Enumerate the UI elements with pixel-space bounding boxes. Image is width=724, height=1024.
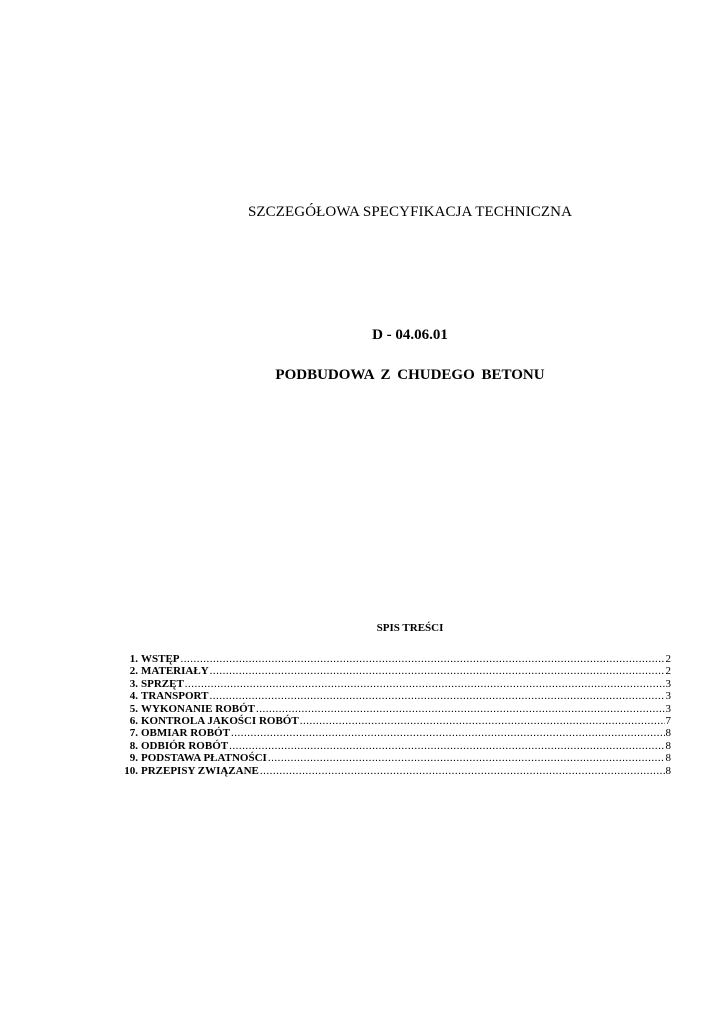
toc-dot-leader: [209, 690, 664, 702]
toc-entry[interactable]: [118, 678, 671, 690]
toc-entry-label: OBMIAR ROBÓT: [141, 727, 230, 740]
toc-dot-leader: [210, 665, 665, 677]
toc-entry-label: PODSTAWA PŁATNOŚCI: [141, 752, 267, 765]
document-code: D - 04.06.01: [372, 327, 448, 343]
toc-entry[interactable]: [118, 703, 671, 715]
toc-entry-number: 3.: [129, 677, 138, 690]
toc-entry-page: 8: [665, 727, 671, 740]
spec-title: SZCZEGÓŁOWA SPECYFIKACJA TECHNICZNA: [247, 204, 573, 220]
toc-entry-number: 7.: [129, 727, 138, 740]
toc-entry-page: 7: [665, 714, 671, 727]
toc-entry-number: 2.: [129, 665, 138, 678]
toc-entry[interactable]: [118, 690, 671, 702]
toc-entry-page: 2: [665, 665, 671, 678]
toc-dot-leader: [231, 727, 665, 739]
toc-dot-leader: [185, 678, 665, 690]
toc-entry-page: 8: [665, 764, 671, 777]
toc-heading: SPIS TREŚCI: [376, 622, 444, 634]
toc-entry-page: 8: [665, 752, 671, 765]
toc-entry-number: 6.: [129, 714, 138, 727]
toc-entry[interactable]: [118, 653, 671, 665]
toc-entry-number: 4.: [129, 690, 138, 703]
toc-entry-page: 2: [665, 653, 671, 665]
toc-entry[interactable]: [118, 715, 671, 727]
toc-entry-number: 1.: [129, 653, 138, 665]
toc-entry-label: KONTROLA JAKOŚCI ROBÓT: [141, 714, 299, 727]
toc-entry[interactable]: [118, 765, 671, 777]
toc-entry-page: 3: [665, 702, 671, 715]
toc-dot-leader: [268, 752, 665, 764]
document-name: PODBUDOWA Z CHUDEGO BETONU: [275, 367, 545, 383]
toc-dot-leader: [229, 740, 664, 752]
toc-entry[interactable]: [118, 740, 671, 752]
toc-entry-label: WYKONANIE ROBÓT: [141, 702, 255, 715]
toc-entry-page: 3: [665, 690, 671, 703]
toc-entry-page: 3: [665, 677, 671, 690]
toc-entry-label: WSTĘP: [141, 653, 180, 665]
toc-entry[interactable]: [118, 752, 671, 764]
toc-entry-number: 8.: [129, 739, 138, 752]
table-of-contents: [118, 653, 671, 777]
toc-entry-label: TRANSPORT: [141, 690, 209, 703]
toc-entry-label: PRZEPISY ZWIĄZANE: [141, 764, 259, 777]
toc-entry[interactable]: [118, 727, 671, 739]
toc-entry-number: 10.: [124, 764, 138, 777]
toc-entry-page: 8: [665, 739, 671, 752]
toc-entry[interactable]: [118, 665, 671, 677]
toc-dot-leader: [256, 703, 665, 715]
toc-entry-label: SPRZĘT: [141, 677, 184, 690]
toc-entry-number: 5.: [129, 702, 138, 715]
toc-dot-leader: [260, 765, 665, 777]
toc-dot-leader: [300, 715, 665, 727]
toc-dot-leader: [181, 653, 665, 665]
toc-entry-label: MATERIAŁY: [141, 665, 209, 678]
toc-entry-label: ODBIÓR ROBÓT: [141, 739, 229, 752]
toc-entry-number: 9.: [129, 752, 138, 765]
